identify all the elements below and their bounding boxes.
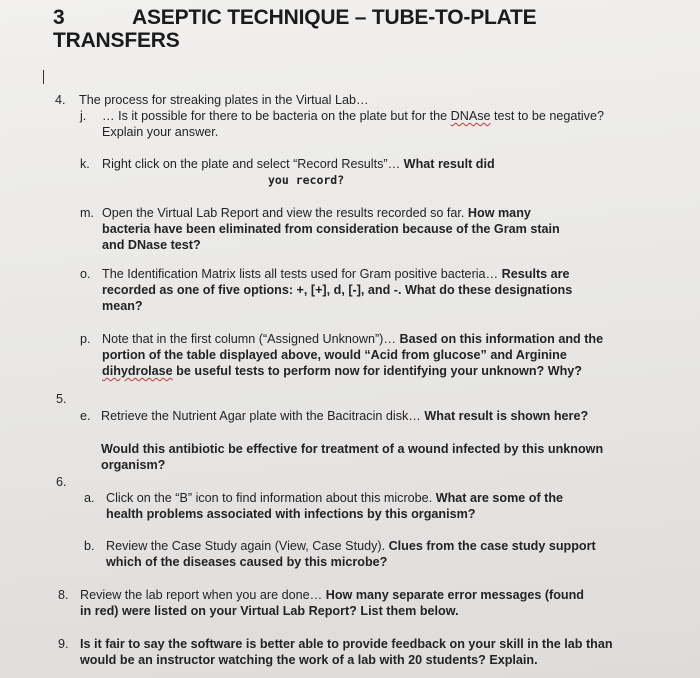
q4p-line2: portion of the table displayed above, would “Acid from glucose” and Arginine [102,348,567,362]
q8-marker: 8. [58,588,69,602]
q4p-marker: p. [80,332,91,346]
q4m-line2: bacteria have been eliminated from consideration because of the Gram stain [102,222,560,236]
q4m-line3: and DNase test? [102,238,201,252]
q8-line2: in red) were listed on your Virtual Lab Report? List them below. [80,604,459,618]
q4o-line2: recorded as one of five options: +, [+], d, [-], and -. What do these designations [102,283,573,297]
q4p-line1: Note that in the first column (“Assigned Unknown”)… Based on this information and the [102,332,604,346]
q9-line2: would be an instructor watching the work of a lab with 20 students? Explain. [80,653,538,667]
q5e-line3: organism? [101,458,166,472]
q5-marker: 5. [56,392,67,406]
q6a-marker: a. [84,491,95,505]
q4k-line2: you record? [268,173,345,187]
q6a-line2: health problems associated with infections by this organism? [106,507,476,521]
q4m-line1: Open the Virtual Lab Report and view the results recorded so far. How many [102,206,531,220]
q4o-line3: mean? [102,299,143,313]
text-cursor [43,70,44,84]
q6a-line1: Click on the “B” icon to find information about this microbe. What are some of the [106,491,564,505]
q4k-marker: k. [80,157,90,171]
q4-text: The process for streaking plates in the Virtual Lab… [79,93,369,107]
q8-line1: Review the lab report when you are done… How many separate error messages (found [80,588,584,602]
q6-marker: 6. [56,475,67,489]
q5e-line2: Would this antibiotic be effective for treatment of a wound infected by this unknown [101,442,604,456]
q4o-marker: o. [80,267,91,281]
q4m-marker: m. [80,206,94,220]
q4k-line1: Right click on the plate and select “Record Results”… What result did [102,157,495,171]
q4j-line1: … Is it possible for there to be bacteria on the plate but for the DNAse test to be negative? [102,109,604,123]
q6b-line1: Review the Case Study again (View, Case Study). Clues from the case study support [106,539,596,553]
q4o-line1: The Identification Matrix lists all tests used for Gram positive bacteria… Results are [102,267,570,281]
q4j-marker: j. [80,109,87,123]
q5e-marker: e. [80,409,91,423]
q6b-marker: b. [84,539,95,553]
q4-marker: 4. [55,93,66,107]
dnase-spellcheck-term: DNAse [450,109,491,123]
q9-line1: Is it fair to say the software is better able to provide feedback on your skill in the lab than [80,637,613,651]
q6b-line2: which of the diseases caused by this microbe? [106,555,388,569]
q9-marker: 9. [58,637,69,651]
q4j-line2: Explain your answer. [102,125,219,139]
dihydrolase-spellcheck-term: dihydrolase [102,364,173,378]
section-number: 3 [53,6,65,29]
section-title-line1: ASEPTIC TECHNIQUE – TUBE-TO-PLATE [132,6,537,29]
q4p-line3: dihydrolase be useful tests to perform now for identifying your unknown? Why? [102,364,582,378]
q5e-line1: Retrieve the Nutrient Agar plate with the Bacitracin disk… What result is shown here? [101,409,589,423]
section-title-line2: TRANSFERS [53,29,180,52]
